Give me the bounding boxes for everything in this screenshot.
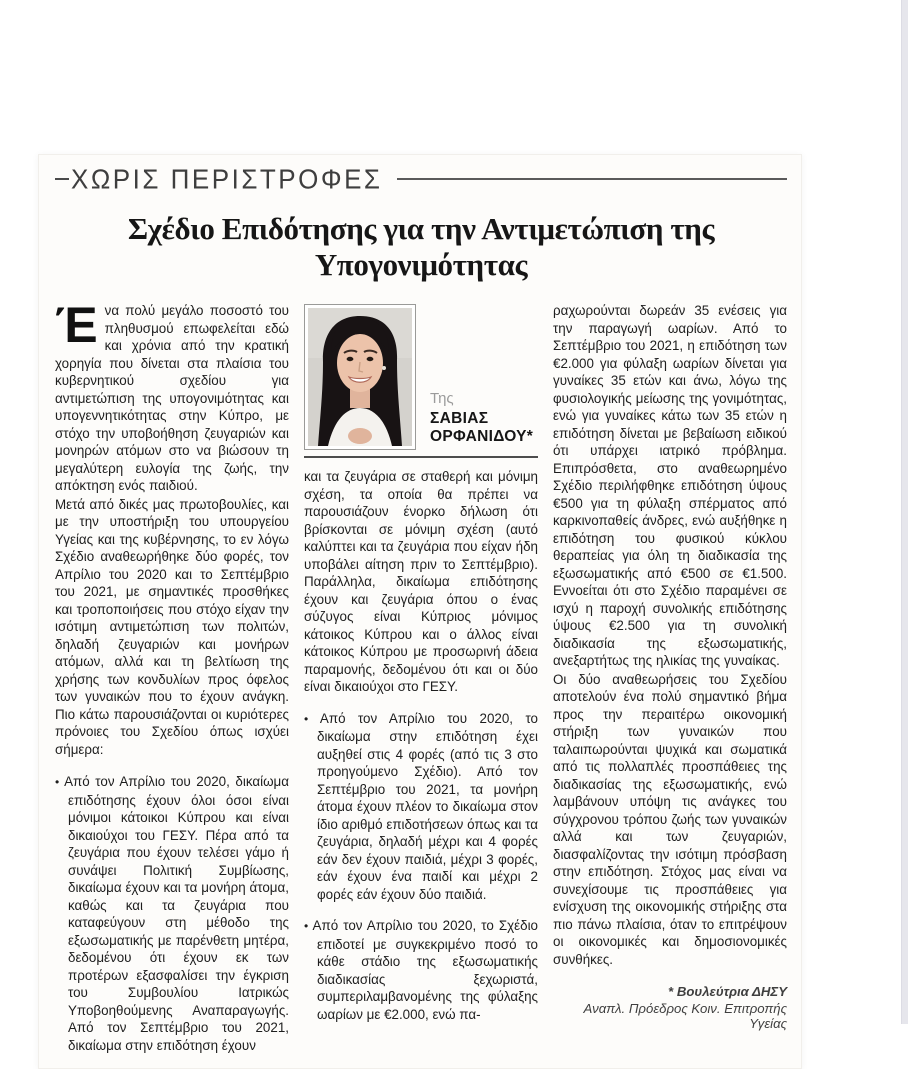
author-attribution <box>553 984 787 1031</box>
paragraph <box>553 671 787 969</box>
bullet-text: Από τον Απρίλιο του 2020, δικαίωμα επιδότησης έχουν όλοι όσοι είναι μόνιμοι κάτοικοι Κύπρου και είναι δικαιούχοι του ΓΕΣΥ. Πέρα από τα ζευγάρια που έχουν τελέσει γάμο ή συνάψει Πολιτική Συμβίωσης, δικαίωμα έχουν και τα μονήρη άτομα, καθώς και τα ζευγάρια που καταφεύγουν στη μέθοδο της εξωσωματικής με παρένθετη μητέρα, δεδομένου ότι έχουν εκ των προτέρων εξασφαλίσει την έγκριση του Συμβουλίου Ιατρικώς Υποβοηθούμενης Αναπαραγωγής. Από τον Σεπτέμβριο του 2021, δικαίωμα στην επιδότηση έχουν <box>64 774 289 1053</box>
bullet-item <box>304 917 538 1023</box>
section-kicker <box>55 161 787 197</box>
paragraph <box>55 297 289 495</box>
paragraph-text: ραχωρούνται δωρεάν 35 ενέσεις για την παραγωγή ωαρίων. Από το Σεπτέμβριο του 2021, η επιδότηση των €2.000 για φύλαξη ωαρίων δίνεται για γυναίκες 35 ετών και άνω, λόγω της φυσιολογικής μείωσης της γονιμότητας, ενώ για γυναίκες κάτω των 35 ετών η επιδότηση δίνεται με βεβαίωση ειδικού ότι υπάρχει ιατρικό πρόβλημα. Επιπρόσθετα, στο αναθεωρημένο Σχέδιο περιλήφθηκε επιδότηση ύψους €500 για τη φύλαξη σπέρματος από καρκινοπαθείς άνδρες, ενώ αυξήθηκε η επιδότηση του φυσικού κύκλου θεραπείας για όλη τη διαδικασία της εξωσωματικής από €500 σε €1.500. Εννοείται ότι στο Σχέδιο παραμένει σε ισχύ η παροχή συνολικής επιδότησης ύψους €2.500 για τη συνολική διαδικασία της εξωσωματικής, ανεξαρτήτως της ηλικίας της γυναίκας. <box>553 303 787 669</box>
byline-name-last: ΟΡΦΑΝΙΔΟΥ* <box>430 428 534 445</box>
byline-name-first: ΣΑΒΙΑΣ <box>430 409 489 427</box>
attribution-title: * Βουλεύτρια ΔΗΣΥ <box>668 984 787 1000</box>
kicker-rule <box>397 178 787 180</box>
author-portrait-illustration <box>308 308 412 446</box>
bullet-item <box>304 710 538 904</box>
article-headline: Σχέδιο Επιδότησης για την Αντιμετώπιση της Υπογονιμότητας <box>127 211 715 282</box>
kicker-label: ΧΩΡΙΣ ΠΕΡΙΣΤΡΟΦΕΣ <box>71 162 383 195</box>
paragraph-text: Οι δύο αναθεωρήσεις του Σχεδίου αποτελούν ένα πολύ σημαντικό βήμα προς την περαιτέρω οικονομική στήριξη των γυναικών που ταλαιπωρούνται ψυχικά και σωματικά από τις πολλαπλές προσπάθειες της διαδικασίας της εξωσωματικής, ενώ λαμβάνουν υπόψη τις ανάγκες του σύγχρονου τρόπου ζωής των γυναικών αλλά και των ζευγαριών, διασφαλίζοντας την ισότιμη πρόσβαση στην επιδότηση. Στόχος μας είναι να συνεχίσουμε τις προσπάθειες για ενίσχυση της οικονομικής στήριξης στα πιο πάνω πλαίσια, όταν το επιτρέψουν οι οικονομικές και δημοσιονομικές συνθήκες. <box>553 671 787 967</box>
column-1 <box>55 297 289 1054</box>
author-photo <box>304 304 416 450</box>
paragraph-text: να πολύ μεγάλο ποσοστό του πληθυσμού επωφελείται εδώ και χρόνια από την κρατική χορηγία που δίνεται στα πλαίσια του κυβερνητικού σχεδίου για αντιμετώπιση της υπογονιμότητας και υπογεννητικότητας στην Κύπρο, με στόχο την υποβοήθηση ζευγαριών και μονηρών ατόμων στο να βιώσουν τη μεγαλύτερη ευλογία της ζωής, την απόκτηση ενός παιδιού. <box>55 303 289 494</box>
byline-divider <box>304 456 538 458</box>
paragraph <box>55 496 289 759</box>
paragraph <box>304 468 538 696</box>
paragraph <box>553 302 787 670</box>
byline-prefix: Της <box>430 389 454 407</box>
bullet-item <box>55 773 289 1054</box>
kicker-left-dash <box>55 178 69 180</box>
scrollbar-track[interactable] <box>901 0 908 1024</box>
author-block <box>304 304 538 450</box>
bullet-icon: • <box>55 775 60 790</box>
column-3 <box>553 302 787 1054</box>
bullet-icon: • <box>304 919 309 934</box>
column-2 <box>304 302 538 1054</box>
article-clipping <box>38 154 802 1069</box>
article-columns <box>55 297 787 1054</box>
bullet-icon: • <box>304 711 309 726</box>
attribution-role: Αναπλ. Πρόεδρος Κοιν. Επιτροπής Υγείας <box>583 1001 787 1032</box>
paragraph-text: και τα ζευγάρια σε σταθερή και μόνιμη σχέση, τα οποία θα πρέπει να παρουσιάζουν ένορκο δήλωση ότι βρίσκονται σε μόνιμη σχέση (αυτό καλύπτει και τα ζευγάρια που είχαν ήδη υποβάλει αίτηση πριν το Σεπτέμβριο). Παράλληλα, δικαίωμα επιδότησης έχουν και ζευγάρια όπου ο ένας σύζυγος είναι Κύπριος μόνιμος κάτοικος Κύπρου και ο άλλος είναι κάτοικος Κύπρου με προσωρινή άδεια παραμονής, δεδομένου ότι και οι δύο είναι δικαιούχοι στο ΓΕΣΥ. <box>304 469 538 695</box>
bullet-text: Από τον Απρίλιο του 2020, το Σχέδιο επιδοτεί με συγκεκριμένο ποσό το κάθε στάδιο της εξωσωματικής διαδικασίας ξεχωριστά, συμπεριλαμβανομένης της φύλαξης ωαρίων με €2.000, ενώ πα- <box>312 918 538 1022</box>
drop-cap: Έ <box>55 297 98 354</box>
bullet-text: Από τον Απρίλιο του 2020, το δικαίωμα στην επιδότηση έχει αυξηθεί στις 4 φορές (από τις 3 στο προηγούμενο Σχέδιο). Από τον Σεπτέμβριο του 2021, τα μονήρη άτομα έχουν πλέον το δικαίωμα στον ίδιο αριθμό επιδοτήσεων όπως και τα ζευγάρια, δηλαδή μέχρι και 4 φορές εάν δεν έχουν παιδιά, μέχρι 3 φορές, εάν έχουν ένα παιδί και μέχρι 2 φορές εάν έχουν δύο παιδιά. <box>317 710 539 902</box>
paragraph-text: Μετά από δικές μας πρωτοβουλίες, και με την υποστήριξη του υπουργείου Υγείας και της κυβέρνησης, το εν λόγω Σχέδιο αναθεωρήθηκε δύο φορές, τον Απρίλιο του 2020 και το Σεπτέμβριο του 2021, με σημαντικές προσθήκες και τροποποιήσεις που στόχο είχαν την ισότιμη αντιμετώπιση των πολιτών, δηλαδή ζευγαριών και μονήρων ατόμων, αλλά και τη βελτίωση της χρήσης των κονδυλίων προς όφελος των γυναικών που το έχουν ανάγκη. Πιο κάτω παρουσιάζονται οι κυριότερες πρόνοιες του Σχεδίου όπως ισχύει σήμερα: <box>55 496 289 757</box>
byline <box>430 390 533 451</box>
